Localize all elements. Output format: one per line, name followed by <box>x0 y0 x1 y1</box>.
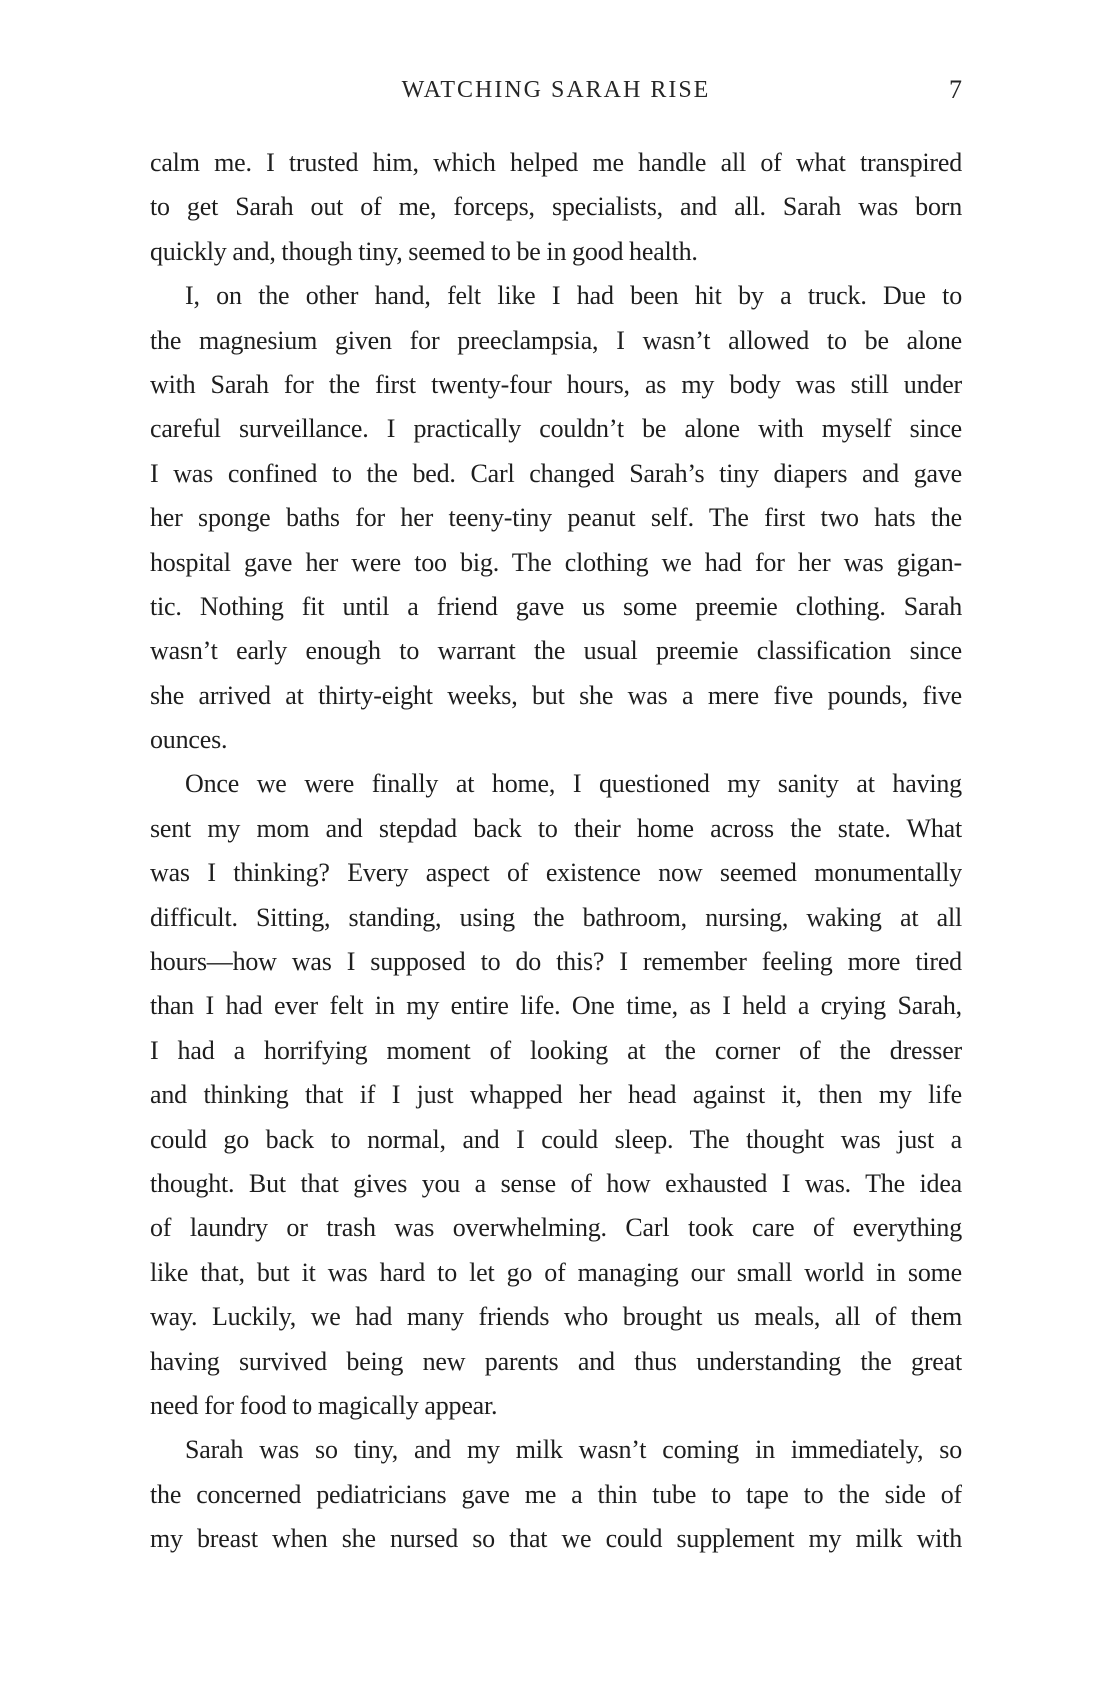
text-line: my breast when she nursed so that we could supplement my milk with <box>150 1524 962 1554</box>
text-line: with Sarah for the first twenty-four hours, as my body was still under <box>150 369 962 399</box>
text-line: Sarah was so tiny, and my milk wasn’t coming in immediately, so <box>185 1435 962 1465</box>
text-line: need for food to magically appear. <box>150 1390 498 1420</box>
page-number: 7 <box>949 75 962 104</box>
text-line: I had a horrifying moment of looking at the corner of the dresser <box>150 1035 962 1065</box>
text-line: Once we were finally at home, I questioned my sanity at having <box>185 769 962 799</box>
text-line: to get Sarah out of me, forceps, specialists, and all. Sarah was born <box>150 192 962 222</box>
text-line: the concerned pediatricians gave me a thin tube to tape to the side of <box>150 1479 962 1509</box>
text-line: could go back to normal, and I could sleep. The thought was just a <box>150 1124 962 1154</box>
text-line: like that, but it was hard to let go of managing our small world in some <box>150 1257 962 1287</box>
text-line: hours—how was I supposed to do this? I remember feeling more tired <box>150 947 962 977</box>
text-line: difficult. Sitting, standing, using the bathroom, nursing, waking at all <box>150 902 962 932</box>
text-line: way. Luckily, we had many friends who brought us meals, all of them <box>150 1302 962 1332</box>
text-block <box>150 141 962 1562</box>
text-line: she arrived at thirty-eight weeks, but she was a mere five pounds, five <box>150 680 962 710</box>
text-line: sent my mom and stepdad back to their home across the state. What <box>150 813 962 843</box>
text-line: and thinking that if I just whapped her head against it, then my life <box>150 1080 962 1110</box>
text-line: I, on the other hand, felt like I had been hit by a truck. Due to <box>185 281 962 311</box>
text-line: I was confined to the bed. Carl changed Sarah’s tiny diapers and gave <box>150 458 962 488</box>
running-header: WATCHING SARAH RISE <box>401 77 711 103</box>
text-line: calm me. I trusted him, which helped me handle all of what transpired <box>150 148 962 177</box>
text-line: having survived being new parents and thus understanding the great <box>150 1346 962 1376</box>
text-line: ounces. <box>150 725 228 755</box>
text-line: of laundry or trash was overwhelming. Carl took care of everything <box>150 1213 962 1243</box>
text-line: quickly and, though tiny, seemed to be in good health. <box>150 236 698 266</box>
text-line: careful surveillance. I practically couldn’t be alone with myself since <box>150 414 962 444</box>
text-line: thought. But that gives you a sense of how exhausted I was. The idea <box>150 1168 962 1198</box>
text-line: was I thinking? Every aspect of existence now seemed monumentally <box>150 858 962 888</box>
text-line: the magnesium given for preeclampsia, I wasn’t allowed to be alone <box>150 325 962 355</box>
text-line: wasn’t early enough to warrant the usual preemie classification since <box>150 636 962 666</box>
text-line: than I had ever felt in my entire life. One time, as I held a crying Sarah, <box>150 991 962 1021</box>
text-line: hospital gave her were too big. The clothing we had for her was gigan- <box>150 547 962 577</box>
text-line: tic. Nothing fit until a friend gave us some preemie clothing. Sarah <box>150 591 962 621</box>
text-line: her sponge baths for her teeny-tiny peanut self. The first two hats the <box>150 503 962 533</box>
